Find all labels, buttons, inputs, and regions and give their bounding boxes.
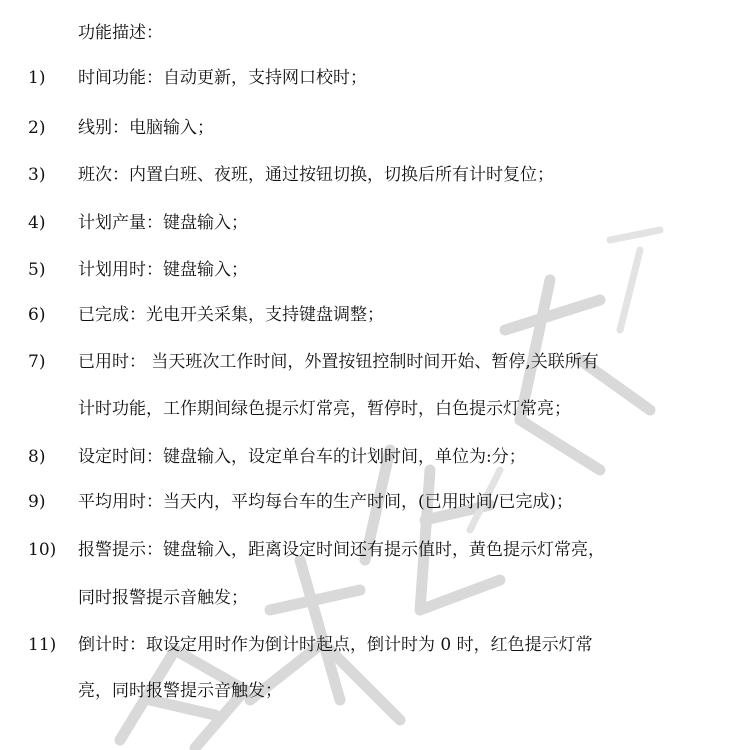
list-item-text: 时间功能：自动更新，支持网口校时； xyxy=(78,68,367,88)
list-item-number: 3) xyxy=(28,165,46,185)
list-item-number: 2) xyxy=(28,118,46,138)
list-item-text: 同时报警提示音触发； xyxy=(78,588,248,608)
list-item-number: 6) xyxy=(28,305,46,325)
list-item-text: 设定时间：键盘输入，设定单台车的计划时间，单位为:分； xyxy=(78,447,526,467)
list-item-number: 5) xyxy=(28,260,46,280)
list-item-text: 亮，同时报警提示音触发； xyxy=(78,681,282,701)
list-item-number: 4) xyxy=(28,213,46,233)
list-item-text: 报警提示：键盘输入，距离设定时间还有提示值时，黄色提示灯常亮， xyxy=(78,540,605,560)
list-item-text: 倒计时：取设定用时作为倒计时起点，倒计时为 0 时，红色提示灯常 xyxy=(78,635,593,655)
list-item-text: 计划产量：键盘输入； xyxy=(78,213,248,233)
list-item-text: 班次：内置白班、夜班，通过按钮切换，切换后所有计时复位； xyxy=(78,165,554,185)
list-item-text: 已完成：光电开关采集，支持键盘调整； xyxy=(78,305,384,325)
list-item-number: 9) xyxy=(28,492,46,512)
list-item-number: 7) xyxy=(28,352,46,372)
section-heading: 功能描述： xyxy=(78,23,163,43)
list-item-text: 计时功能，工作期间绿色提示灯常亮，暂停时，白色提示灯常亮； xyxy=(78,399,571,419)
list-item-number: 11) xyxy=(28,635,57,655)
list-item-text: 线别：电脑输入； xyxy=(78,118,214,138)
list-item-text: 计划用时：键盘输入； xyxy=(78,260,248,280)
list-item-number: 10) xyxy=(28,540,57,560)
list-item-number: 1) xyxy=(28,68,46,88)
list-item-number: 8) xyxy=(28,447,46,467)
list-item-text: 平均用时：当天内，平均每台车的生产时间，(已用时间/已完成)； xyxy=(78,492,573,512)
list-item-text: 已用时： 当天班次工作时间，外置按钮控制时间开始、暂停,关联所有 xyxy=(78,352,599,372)
